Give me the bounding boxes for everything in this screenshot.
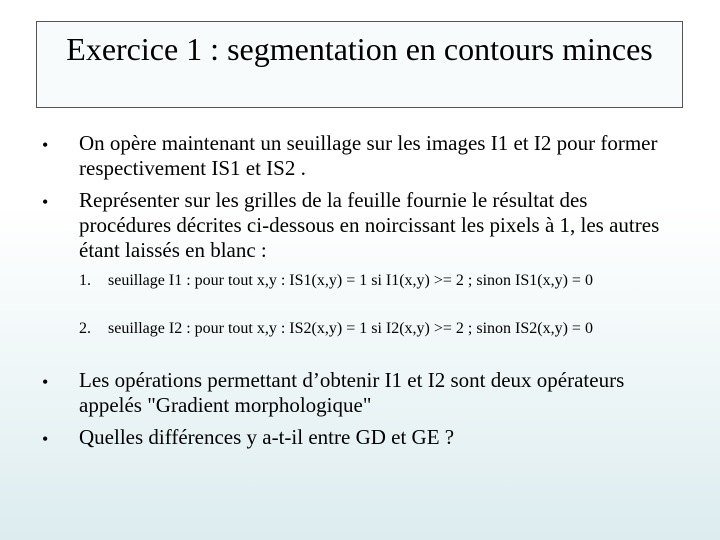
bullet-marker: • [42, 429, 49, 449]
list-number: 2. [79, 320, 91, 337]
bullet-text: Les opérations permettant d’obtenir I1 et I2 sont deux opérateurs appelés "Gradient morphologique" [79, 368, 625, 417]
bullet-text: Représenter sur les grilles de la feuille fournie le résultat des procédures décrites ci-dessous en noircissant les pixels à 1, les autres étant laissés en blanc : [79, 188, 660, 262]
bullet-text: Quelles différences y a-t-il entre GD et GE ? [79, 425, 455, 449]
bullet-marker: • [42, 192, 49, 212]
bullet-marker: • [42, 135, 49, 155]
slide-title: Exercice 1 : segmentation en contours minces [66, 31, 653, 67]
title-box [36, 21, 683, 108]
bullet-text: On opère maintenant un seuillage sur les images I1 et I2 pour former respectivement IS1 et IS2 . [79, 131, 658, 180]
list-item-text: seuillage I1 : pour tout x,y : IS1(x,y) = 1 si I1(x,y) >= 2 ; sinon IS1(x,y) = 0 [108, 272, 593, 289]
bullet-marker: • [42, 372, 49, 392]
list-number: 1. [79, 272, 91, 289]
list-item-text: seuillage I2 : pour tout x,y : IS2(x,y) = 1 si I2(x,y) >= 2 ; sinon IS2(x,y) = 0 [108, 320, 593, 337]
